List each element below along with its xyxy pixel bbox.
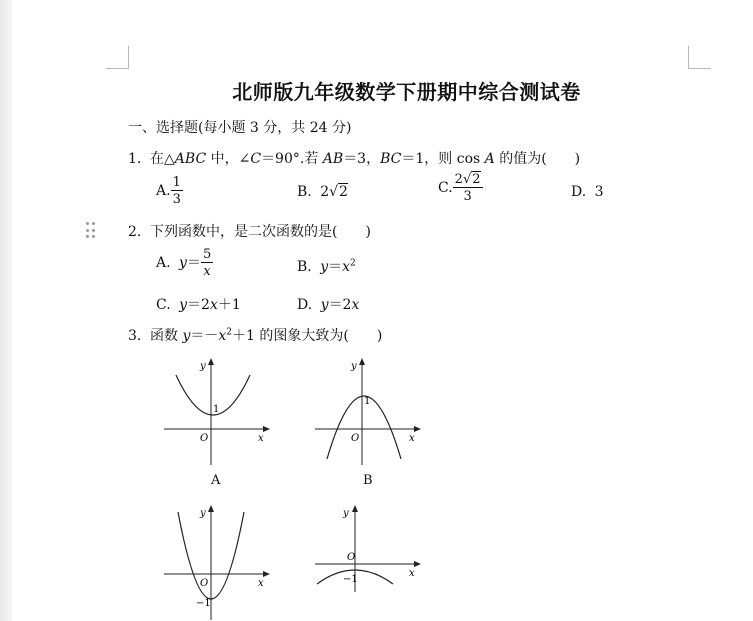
q1-text: ＝90°.若 [261,151,323,167]
question-number: 3. [128,328,142,344]
exponent: 2 [226,327,233,338]
var-y: y [179,297,188,313]
var-x: x [351,297,360,313]
q1-var-c: C [250,151,262,167]
q1-var-a: A [484,151,495,167]
expression: ＝2 [328,297,352,313]
q1-var-bc: BC [380,151,402,167]
option-value: 3 [594,184,604,200]
q3-text: ＋1 的图象大致为( ) [232,328,383,344]
origin-label: O [347,552,356,563]
fraction-numerator: 5 [202,247,212,262]
q2-option-d[interactable] [297,294,359,314]
var-y: y [179,255,187,271]
axis-y-label: y [200,508,206,519]
graph-option-c[interactable] [162,502,272,620]
question-number: 2. [128,224,142,240]
axis-x-label: x [258,578,264,589]
origin-label: O [200,433,209,444]
option-label: A. [156,255,171,271]
sqrt: √2 [329,184,348,200]
option-label: C. [438,180,453,196]
q1-text: ＝1，则 cos [401,151,485,167]
question-2 [128,221,371,241]
expression: ＝2 [187,297,210,313]
intercept-label: −1 [196,598,211,609]
equals: ＝ [328,259,343,275]
page-corner-mark-left [106,46,129,69]
fraction-denominator: x [203,264,211,279]
var-y: y [320,297,329,313]
axis-y-label: y [343,508,349,519]
option-label: B. [297,184,312,200]
q3-text: 函数 [150,328,183,344]
fraction [453,173,483,203]
question-3 [128,325,382,345]
radicand: 2 [339,184,348,200]
page-corner-mark-right [688,46,711,69]
coefficient: 2 [320,184,330,200]
option-label: B. [297,259,312,275]
drag-handle-icon[interactable] [86,222,96,238]
fraction-numerator [453,173,483,188]
q1-text: ＝3， [343,151,381,167]
q2-text: 下列函数中，是二次函数的是( ) [150,224,371,240]
graph-label-a: A [211,473,221,488]
q1-text: 的值为( ) [494,151,581,167]
axis-x-label: x [409,433,415,444]
var-x: x [342,259,351,275]
graph-option-a[interactable] [162,355,272,467]
q2-option-b[interactable] [297,256,356,276]
fraction-denominator: 3 [463,189,472,204]
q1-option-b[interactable] [297,184,348,200]
q1-text: 中，∠ [206,151,251,167]
graph-option-d[interactable] [313,502,423,592]
q1-text: 在△ [150,151,175,167]
option-label: C. [156,297,171,313]
question-1 [128,148,580,168]
origin-label: O [200,578,209,589]
q2-option-a[interactable] [156,248,213,278]
axis-x-label: x [258,433,264,444]
axis-x-label: x [409,568,415,579]
graph-label-b: B [363,473,373,488]
q2-option-c[interactable] [156,294,241,314]
exponent: 2 [350,258,356,269]
fraction-numerator: 1 [172,175,181,190]
axis-y-label: y [351,361,357,372]
option-label: D. [571,184,587,200]
question-number: 1. [128,151,142,167]
q3-text: ＝－ [190,328,219,344]
q1-option-c[interactable] [438,173,483,203]
q1-option-a[interactable] [156,176,183,206]
axis-y-label: y [200,361,206,372]
section-heading: 一、选择题(每小题 3 分，共 24 分) [128,120,352,136]
graph-option-b[interactable] [313,355,423,467]
fraction [201,248,213,278]
intercept-label: −1 [343,574,358,585]
fraction-denominator: 3 [172,192,181,207]
intercept-label: 1 [213,404,220,415]
option-label: D. [297,297,313,313]
var-x: x [209,297,218,313]
q1-option-d[interactable] [571,184,604,200]
coefficient: 2 [454,172,463,187]
var-y: y [320,259,329,275]
document-title: 北师版九年级数学下册期中综合测试卷 [232,80,581,104]
intercept-label: 1 [364,396,371,407]
var-y: y [182,328,191,344]
var-x: x [218,328,227,344]
q1-var-ab: AB [322,151,344,167]
option-label: A. [156,183,171,199]
fraction [171,176,183,206]
sqrt: √2 [462,172,481,187]
origin-label: O [351,433,360,444]
q1-var-abc: ABC [174,151,207,167]
radicand: 2 [472,172,481,187]
expression: ＋1 [217,297,241,313]
equals: ＝ [186,255,201,271]
